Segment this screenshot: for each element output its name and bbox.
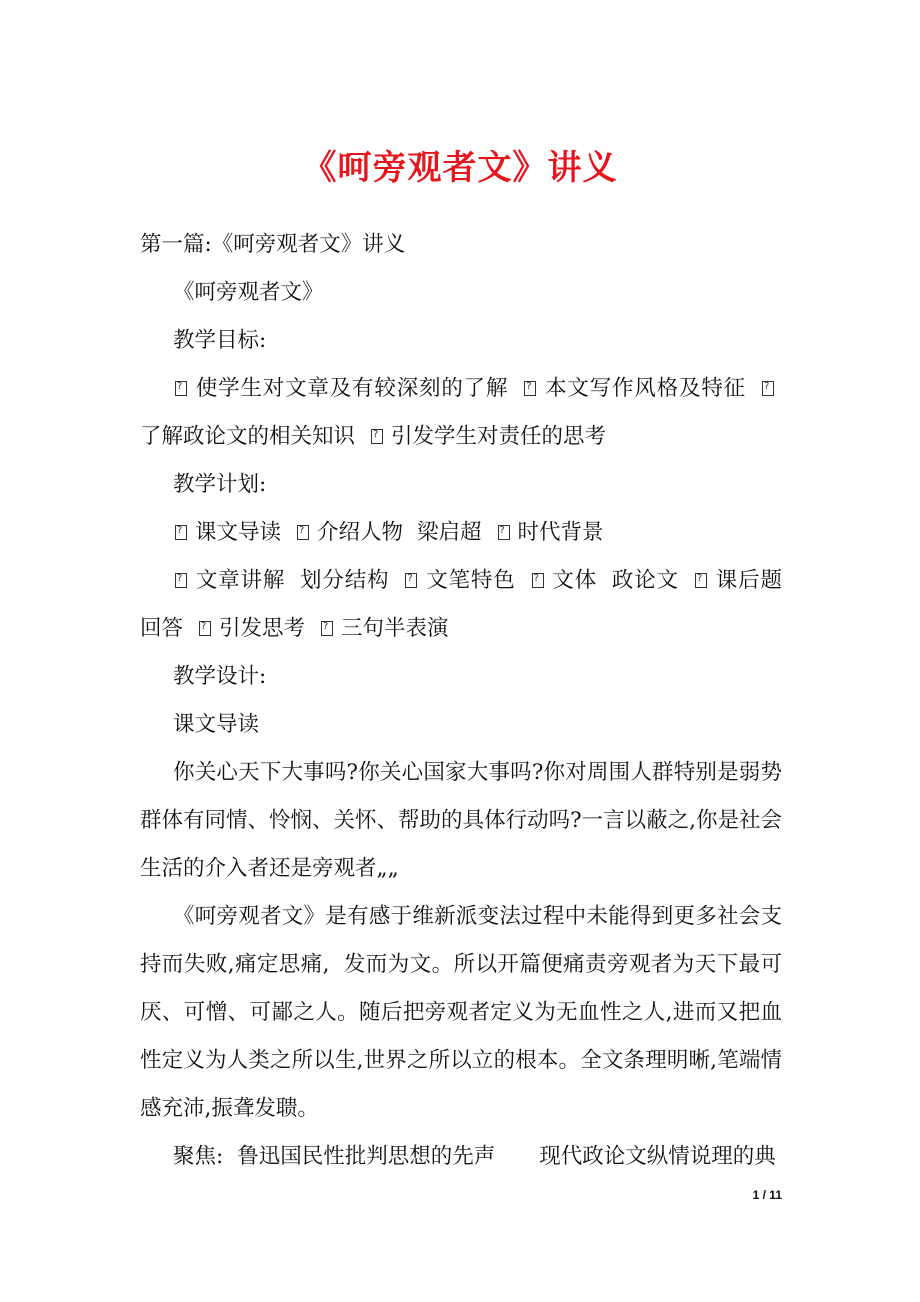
missing-glyph-icon [199,621,211,636]
focus-item: 现代政论文纵情说理的典 [539,1144,776,1169]
missing-glyph-icon [524,381,536,396]
document-title: 《呵旁观者文》讲义 [302,148,618,188]
plan-item: 时代背景 [517,520,604,545]
plan-item: 划分结构 [299,568,390,593]
document-body [140,221,782,1181]
paragraph-text-title: 《呵旁观者文》 [173,280,324,305]
missing-glyph-icon [321,621,333,636]
plan-item: 课文导读 [195,520,282,545]
missing-glyph-icon [175,381,187,396]
goal-item: 了解政论文的相关知识 [140,424,356,449]
missing-glyph-icon [175,525,187,540]
missing-glyph-icon [695,573,707,588]
paragraph-goals-heading: 教学目标: [173,328,267,353]
paragraph-intro-text: 你关心天下大事吗?你关心国家大事吗?你对周围人群特别是弱势群体有同情、怜悯、关怀、帮助的具体行动吗?一言以蔽之,你是社会生活的介入者还是旁观者„„ [140,760,782,881]
goal-item: 引发学生对责任的思考 [391,424,607,449]
plan-item: 政论文 [611,568,679,593]
plan-item: 文笔特色 [425,568,516,593]
missing-glyph-icon [762,381,774,396]
plan-item: 引发思考 [219,616,306,641]
missing-glyph-icon [532,573,544,588]
paragraph-design-heading: 教学设计: [173,664,267,689]
paragraph-summary [140,893,782,1133]
paragraph-plan-list-2 [140,557,782,653]
plan-item: 文章讲解 [195,568,286,593]
summary-text-part-1: 《呵旁观者文》是有感于维新派变法过程中未能得到更多社会支持而失败,痛定思痛, [140,904,782,977]
plan-item: 课后题回答 [140,568,782,641]
missing-glyph-icon [297,525,309,540]
missing-glyph-icon [371,429,383,444]
paragraph-plan-list-1 [140,509,782,557]
focus-item: 鲁迅国民性批判思想的先声 [237,1144,496,1169]
paragraph-plan-heading: 教学计划: [173,472,267,497]
plan-item: 梁启超 [417,520,482,545]
missing-glyph-icon [498,525,510,540]
paragraph-chapter-heading: 第一篇:《呵旁观者文》讲义 [140,232,406,257]
missing-glyph-icon [175,573,187,588]
goal-item: 使学生对文章及有较深刻的了解 [195,376,509,401]
plan-item: 三句半表演 [341,616,449,641]
paragraph-focus [140,1133,782,1181]
paragraph-intro-heading: 课文导读 [173,712,260,737]
plan-item: 文体 [551,568,598,593]
focus-label: 聚焦: [173,1144,224,1169]
goal-item: 本文写作风格及特征 [544,376,746,401]
plan-item: 介绍人物 [317,520,404,545]
summary-text-part-2: 发而为文。所以开篇便痛责旁观者为天下最可厌、可憎、可鄙之人。随后把旁观者定义为无血性之人,进而又把血性定义为人类之所以生,世界之所以立的根本。全文条理明晰,笔端情感充沛,振聋发聩。 [140,952,782,1121]
missing-glyph-icon [405,573,417,588]
paragraph-goals-list [140,365,782,461]
page-number: 1 / 11 [752,1188,782,1202]
